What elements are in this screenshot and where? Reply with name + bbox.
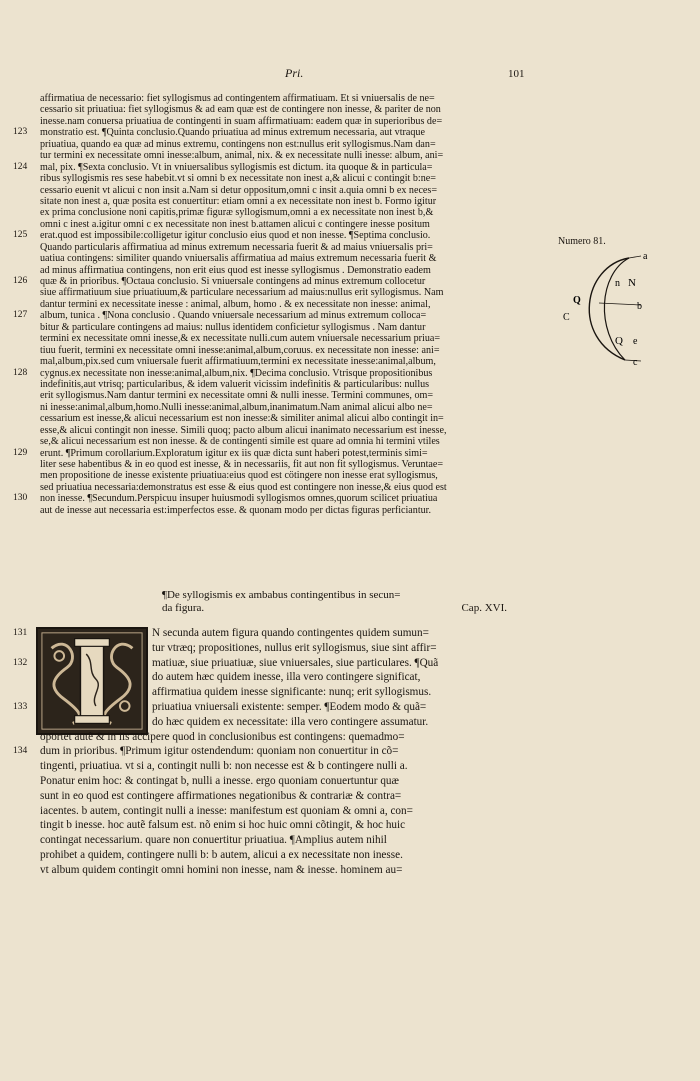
line-text: matiuæ, siue priuatiuæ, siue vniuersales, siue particulares. ¶Quã: [152, 656, 439, 669]
margin-number: 129: [13, 447, 28, 458]
margin-number: 124: [13, 161, 28, 172]
line-text: omni c inest a.igitur omni c ex necessitate non inest b.attamen alicui c contingere inesse positum: [40, 218, 430, 230]
line-text: esse,& alicui contingit non inesse. Simili quoq; pacto album alicui inanimato necessarium est inesse,: [40, 424, 447, 436]
chapter-heading: [162, 589, 507, 615]
text-line: [40, 253, 552, 264]
text-line: [13, 626, 540, 641]
chapter-number: Cap. XVI.: [461, 602, 507, 614]
line-text: do autem hæc quidem inesse, illa vero contingere significat,: [152, 671, 421, 684]
line-text: album, tunica . ¶Nona conclusio . Quando vniuersale necessarium ad minus extremum colloca=: [40, 310, 427, 322]
line-text: non inesse. ¶Secundum.Perspicuu insuper huiusmodi syllogismos omnes,quorum scilicet priuatiua: [40, 493, 438, 505]
running-head: Pri.: [285, 66, 304, 80]
text-line: [40, 390, 552, 401]
margin-number: 133: [13, 701, 28, 712]
text-line: [13, 276, 552, 287]
text-line: [40, 402, 552, 413]
text-line: [40, 287, 552, 298]
line-text: aut de inesse aut necessaria est:imperfectos esse. & quonam modo per dictas figuras perficiantur.: [40, 504, 431, 516]
line-text: cessario sit priuatiua: fiet syllogismus & ad eam quæ est de contingere non inesse, & pariter de non: [40, 104, 441, 116]
text-line: [40, 641, 540, 656]
line-text: sed priuatiua necessaria:demonstratus est esse & eius quod est contingere non inesse,& eius quod est: [40, 481, 447, 493]
text-line: [40, 173, 552, 184]
text-block-lower: [13, 626, 540, 878]
text-line: [40, 505, 552, 516]
text-line: [40, 848, 540, 863]
line-text: vt album quidem contingit omni homini non inesse, nam & inesse. hominem au=: [40, 863, 403, 876]
line-text: affirmatiua quidem inesse significante: nunq; erit syllogismus.: [152, 686, 432, 699]
diagram-label-N: N: [628, 277, 636, 289]
margin-number: 132: [13, 657, 28, 668]
line-text: N secunda autem figura quando contingentes quidem sumun=: [152, 627, 429, 639]
text-line: [13, 127, 552, 139]
margin-number: 125: [13, 230, 28, 241]
text-line: [40, 459, 552, 470]
line-text: dum in prioribus. ¶Primum igitur ostendendum: quoniam non conuertitur in cõ=: [40, 745, 399, 758]
text-line: [40, 299, 552, 310]
text-line: [13, 493, 552, 505]
text-line: [40, 425, 552, 436]
diagram-label-a: a: [643, 251, 648, 262]
line-text: oportet autẽ & in iis accipere quod in conclusionibus est contingens: quemadmo=: [40, 730, 405, 743]
text-line: [40, 322, 552, 333]
diagram-label-b: b: [637, 301, 642, 312]
line-text: iacentes. b autem, contingit nulli a inesse: manifestum est quoniam & omni a, con=: [40, 804, 413, 817]
line-text: ni inesse:animal,album,homo.Nulli inesse:animal,album,inanimatum.Nam animal alicui albo ne=: [40, 401, 433, 413]
diagram-label-q: Q: [573, 295, 581, 306]
outer-arc: [589, 258, 629, 360]
margin-number: 131: [13, 628, 28, 638]
text-line: [13, 367, 552, 379]
line-text: dantur termini ex necessitate inesse : animal, album, homo . & ex necessitate non inesse: animal,: [40, 298, 431, 310]
line-text: contingat necessarium. quare non conuertitur priuatiua. ¶Amplius autem nihil: [40, 834, 387, 847]
text-line: [13, 230, 552, 242]
diagram-label-Q: Q: [615, 335, 623, 347]
text-line: [40, 413, 552, 424]
line-text: ribus syllogismis res sese habebit.vt si omni b ex necessitate non inest a,& alicui c contingit b:ne=: [40, 173, 436, 185]
margin-number: 128: [13, 367, 28, 378]
diagram-label-n: n: [615, 278, 620, 289]
line-text: affirmatiua de necessario: fiet syllogismus ad contingentem affirmatiuam. Et si vniuersalis de ne=: [40, 93, 435, 104]
line-text: se,& alicui necessarium est non inesse. & de contingenti simile est quare ad omnia hi termini vtiles: [40, 436, 440, 448]
text-line: [40, 93, 552, 104]
margin-number: 127: [13, 310, 28, 321]
line-text: monstratio est. ¶Quinta conclusio.Quando priuatiua ad minus extremum necessaria, aut vtraque: [40, 127, 425, 139]
diagram-label-c: c: [633, 357, 638, 368]
text-line: [13, 447, 552, 459]
text-line: [40, 863, 540, 878]
line-text: prohibet a quidem, contingere nulli b: b autem, alicui a ex necessitate non inesse.: [40, 848, 403, 861]
page-header: [0, 66, 700, 86]
crescent-diagram: [555, 248, 695, 373]
text-line: [40, 104, 552, 115]
text-line: [40, 730, 540, 745]
text-line: [40, 150, 552, 161]
text-line: [40, 685, 540, 700]
line-text: Ponatur enim hoc: & contingat b, nulli a inesse. ergo quoniam conuertuntur quæ: [40, 774, 399, 787]
text-line: [40, 333, 552, 344]
line-text: sitate non inest a, quæ posita est conuertitur: etiam omni a ex necessitate non inest b. Formo igitur: [40, 195, 437, 207]
line-text: bitur & particulare contingens ad maius: nullus identidem conficietur syllogismus . Nam dantur: [40, 321, 426, 333]
text-line: [40, 196, 552, 207]
margin-number: 126: [13, 276, 28, 286]
text-line: [40, 265, 552, 276]
text-line: [13, 656, 540, 671]
text-line: [40, 804, 540, 819]
line-text: sunt in eo quod est contingere affirmationes negationibus & contrariæ & contra=: [40, 789, 402, 802]
margin-number: 130: [13, 493, 28, 504]
line-text: tingenti, priuatiua. vt si a, contingit nulli b: non necesse est & b contingere nulli a.: [40, 760, 408, 773]
line-text: cessario euenit vt alicui c non insit a.Nam si detur oppositum,omni c insit a.quia omni b ex neces=: [40, 184, 438, 196]
heading-line-1: ¶De syllogismis ex ambabus contingentibus in secun=: [162, 589, 401, 601]
text-line: [40, 470, 552, 481]
line-text: siue affirmatiuum siue priuatiuum,& particulare necessarium ad maius:nullus erit syllogismus. Nam: [40, 287, 444, 299]
text-line: [40, 207, 552, 218]
text-block-upper: [13, 93, 552, 516]
line-text: quæ & in prioribus. ¶Octaua conclusio. Si vniuersale contingens ad minus extremum collocetur: [40, 276, 426, 287]
text-line: [40, 670, 540, 685]
text-line: [40, 715, 540, 730]
text-line: [40, 345, 552, 356]
line-text: liter sese habentibus & in eo quod est inesse, & in necessariis, fit aut non fit syllogismus. Veruntae=: [40, 459, 444, 470]
text-line: [40, 833, 540, 848]
line-text: men propositione de inesse existente priuatiua:eius quod est cötingere non inesse erat syllogismus,: [40, 470, 438, 482]
line-text: mal,album,pix.sed cum vniuersale fuerit affirmatiuum,termini ex necessitate inesse:animal,album,: [40, 356, 436, 368]
text-line: [40, 774, 540, 789]
line-text: ad minus affirmatiua contingens, non erit eius quod est inesse syllogismus . Demonstratio eadem: [40, 264, 431, 276]
line-text: mal, pix. ¶Sexta conclusio. Vt in vniuersalibus syllogismis est dictum. ita quoque & in particula=: [40, 161, 433, 173]
line-text: indefinitis,aut vtrisq; particularibus, & idem valuerit vicissim indefinitis & particularibus: nullus: [40, 378, 430, 390]
line-text: cessarium est inesse,& alicui necessarium est non inesse:& similiter animal alicui albo contingit in=: [40, 413, 444, 425]
line-text: inesse.nam conuersa priuatiua de contingenti in suam affirmatiuam: eadem quæ in superioribus de=: [40, 115, 443, 127]
text-line: [40, 219, 552, 230]
text-line: [40, 789, 540, 804]
text-line: [40, 185, 552, 196]
text-line: [13, 310, 552, 322]
text-line: [13, 161, 552, 173]
text-line: [40, 482, 552, 493]
line-text: Quando particularis affirmatiua ad minus extremum necessaria fuerit & ad maius vniuersalis pri=: [40, 241, 433, 253]
text-line: [40, 436, 552, 447]
margin-number: 123: [13, 127, 28, 138]
line-text: uatiua contingens: similiter quando vniuersalis affirmatiua ad maius extremum necessaria fuerit &: [40, 253, 437, 265]
line-text: tingit b inesse. hoc autẽ falsum est. nõ enim si hoc huic omni cõtingit, & hoc huic: [40, 819, 406, 832]
folio-number: 101: [508, 68, 525, 80]
text-line: [40, 116, 552, 127]
text-line: [40, 139, 552, 150]
text-line: [13, 744, 540, 759]
line-text: tiuu fuerit, termini ex necessitate omni inesse:animal,album,coruus. ex necessitate non inesse: ani=: [40, 344, 440, 356]
diagram-label-c2: C: [563, 312, 570, 323]
text-line: [40, 242, 552, 253]
line-text: priuatiua, quando ea quæ ad minus extremu, contingens non est:nullus erit syllogismus.Nam dan=: [40, 138, 436, 150]
text-line: [13, 700, 540, 715]
text-line: [40, 759, 540, 774]
line-text: erit syllogismus.Nam dantur termini ex necessitate omni & nulli inesse. Termini communes, om=: [40, 390, 434, 402]
line-text: tur termini ex necessitate omni inesse:album, animal, nix. & ex necessitate nulli inesse: album, ani=: [40, 150, 444, 162]
line-text: termini ex necessitate omni inesse,& ex necessitate nulli.cum autem vniuersale necessarium priua=: [40, 333, 441, 345]
text-line: [40, 379, 552, 390]
line-text: erunt. ¶Primum corollarium.Exploratum igitur ex iis quæ dicta sunt haberi potest,terminis simi=: [40, 447, 428, 459]
line-text: do hæc quidem ex necessitate: illa vero contingere assumatur.: [152, 715, 429, 728]
line-text: erat.quod est impossibile:colligetur igitur conclusio eius quod et non inesse. ¶Septima conclusio.: [40, 230, 431, 242]
line-text: tur vtræq; propositiones, nullus erit syllogismus, siue sint affir=: [152, 641, 437, 654]
heading-line-2: da figura.: [162, 602, 205, 614]
line-text: ex prima conclusione noni capitis,primæ figuræ syllogismum,omni a ex necessitate non inest b,&: [40, 207, 434, 219]
text-line: [40, 818, 540, 833]
margin-number: 134: [13, 746, 28, 757]
text-line: [40, 356, 552, 367]
line-text: priuatiua vniuersali existente: semper. ¶Eodem modo & quã=: [152, 700, 427, 713]
margin-note: Numero 81.: [558, 236, 606, 247]
diagram-label-e: e: [633, 336, 638, 347]
line-text: cygnus.ex necessitate non inesse:animal,album,nix. ¶Decima conclusio. Vtrisque propositionibus: [40, 367, 433, 379]
